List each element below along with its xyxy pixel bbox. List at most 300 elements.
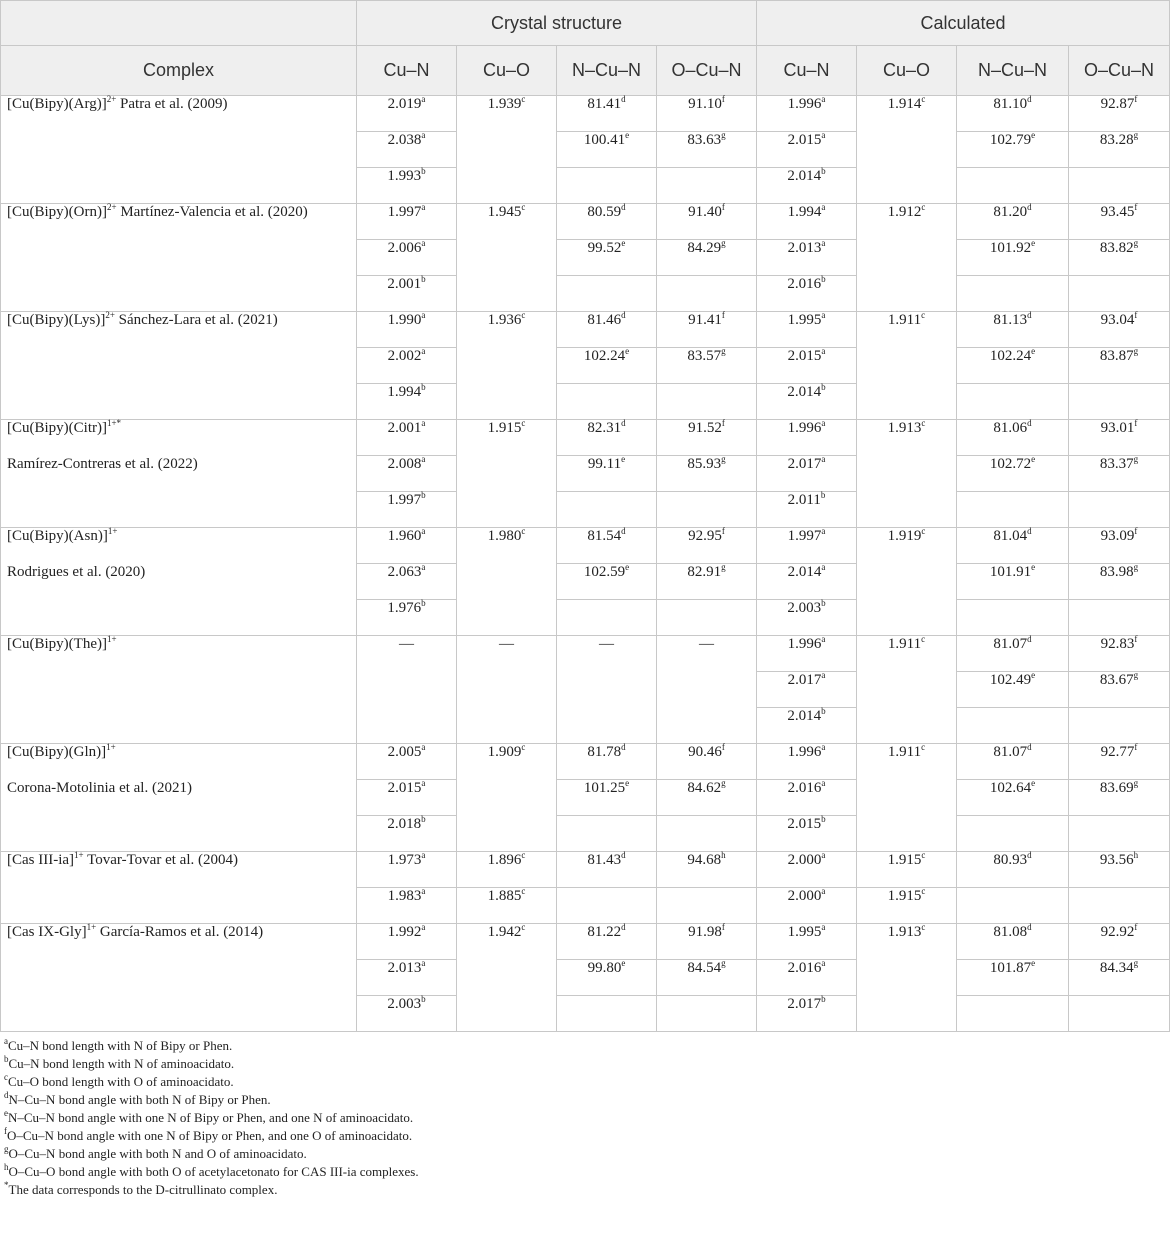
value-cell xyxy=(757,312,857,348)
cell-value: 81.06 xyxy=(993,420,1028,436)
value-cell xyxy=(1069,600,1170,636)
complex-name: [Cu(Bipy)(Arg)] xyxy=(7,96,107,112)
value-cell xyxy=(757,276,857,312)
footnote-mark: g xyxy=(721,778,726,788)
footnote-mark: c xyxy=(521,850,526,860)
cell-value: 1.912 xyxy=(887,204,922,220)
value-cell xyxy=(557,564,657,600)
footnote-mark: d xyxy=(621,742,626,752)
footnote-mark: b xyxy=(821,994,826,1004)
value-cell xyxy=(657,960,757,996)
footnote-mark: e xyxy=(1031,778,1036,788)
footnote-mark: e xyxy=(1031,670,1036,680)
cell-value: 2.014 xyxy=(787,384,822,400)
footnote-mark: f xyxy=(1134,742,1138,752)
value-cell xyxy=(857,888,957,924)
cell-value: 1.911 xyxy=(887,636,922,652)
cell-value: 1.992 xyxy=(387,924,422,940)
footnote-mark: c xyxy=(921,634,926,644)
footnote-mark: e xyxy=(625,778,630,788)
complex-cell xyxy=(1,924,357,1032)
value-cell xyxy=(757,132,857,168)
cell-value: 2.063 xyxy=(387,564,422,580)
value-cell xyxy=(757,348,857,384)
footnote-mark: f xyxy=(1134,418,1138,428)
cell-value: 90.46 xyxy=(688,744,722,760)
footnote-mark: b xyxy=(421,994,426,1004)
header-col-5: Cu–O xyxy=(857,46,957,96)
footnote-mark: f xyxy=(1134,310,1138,320)
header-col-7: O–Cu–N xyxy=(1069,46,1170,96)
value-cell xyxy=(1069,816,1170,852)
footnote-letter: * xyxy=(4,1180,9,1190)
cell-value: 99.52 xyxy=(587,240,622,256)
footnote-mark: e xyxy=(1031,346,1036,356)
value-cell xyxy=(557,456,657,492)
footnote-mark: c xyxy=(921,418,926,428)
footnote-text: N–Cu–N bond angle with one N of Bipy or Phen, and one N of aminoacidato. xyxy=(8,1110,414,1125)
value-cell xyxy=(857,420,957,528)
value-cell xyxy=(657,456,757,492)
footnote-mark: a xyxy=(821,742,826,752)
table-row xyxy=(1,852,1170,888)
value-cell xyxy=(357,132,457,168)
cell-value: 101.87 xyxy=(989,960,1032,976)
value-cell xyxy=(957,924,1069,960)
footnote-mark: g xyxy=(1133,778,1139,788)
charge-superscript: 2+ xyxy=(106,202,117,212)
cell-value: 101.25 xyxy=(583,780,626,796)
value-cell xyxy=(657,636,757,744)
value-cell xyxy=(757,564,857,600)
cell-value: 1.983 xyxy=(387,888,422,904)
cell-value: 1.996 xyxy=(787,420,822,436)
cell-value: 102.24 xyxy=(989,348,1032,364)
footnote-mark: h xyxy=(721,850,726,860)
value-cell xyxy=(1069,204,1170,240)
footnote-mark: c xyxy=(521,418,526,428)
cell-value: 84.34 xyxy=(1099,960,1134,976)
cell-value: 81.46 xyxy=(587,312,622,328)
footnote-mark: b xyxy=(821,598,826,608)
value-cell xyxy=(357,888,457,924)
cell-value: 83.67 xyxy=(1099,672,1134,688)
value-cell xyxy=(657,744,757,780)
cell-value: 83.87 xyxy=(1099,348,1134,364)
complex-label-line xyxy=(7,924,356,960)
footnote-mark: a xyxy=(421,310,426,320)
value-cell xyxy=(357,852,457,888)
footnote-mark: a xyxy=(821,202,826,212)
footnote-mark: a xyxy=(421,562,426,572)
cell-value: 1.913 xyxy=(887,420,922,436)
cell-value: — xyxy=(399,636,414,652)
footnote-mark: g xyxy=(721,562,726,572)
complex-name: [Cu(Bipy)(The)] xyxy=(7,636,107,652)
value-cell xyxy=(357,96,457,132)
value-cell xyxy=(557,96,657,132)
cell-value: 1.960 xyxy=(387,528,422,544)
cell-value: 1.911 xyxy=(887,312,922,328)
footnote-mark: d xyxy=(1027,418,1032,428)
header-col-0: Cu–N xyxy=(357,46,457,96)
value-cell xyxy=(757,744,857,780)
cell-value: 2.015 xyxy=(387,780,422,796)
complex-reference: García-Ramos et al. (2014) xyxy=(96,924,264,940)
value-cell xyxy=(1069,636,1170,672)
cell-value: 2.015 xyxy=(787,816,822,832)
cell-value: 2.002 xyxy=(387,348,422,364)
value-cell xyxy=(357,780,457,816)
cell-value: 2.000 xyxy=(787,852,822,868)
value-cell xyxy=(657,888,757,924)
value-cell xyxy=(557,240,657,276)
cell-value: 1.939 xyxy=(487,96,522,112)
footnote-mark: c xyxy=(921,310,926,320)
footnote-letter: g xyxy=(4,1144,9,1154)
cell-value: 2.008 xyxy=(387,456,422,472)
value-cell xyxy=(657,816,757,852)
cell-value: 2.017 xyxy=(787,456,822,472)
footnote-mark: a xyxy=(821,454,826,464)
cell-value: 1.913 xyxy=(887,924,922,940)
value-cell xyxy=(657,600,757,636)
cell-value: 1.990 xyxy=(387,312,422,328)
cell-value: 102.59 xyxy=(583,564,626,580)
cell-value: 83.82 xyxy=(1099,240,1134,256)
value-cell xyxy=(557,780,657,816)
cell-value: 1.997 xyxy=(387,204,422,220)
footnote-mark: c xyxy=(521,742,526,752)
footnote-line xyxy=(4,1127,1145,1145)
footnote-mark: a xyxy=(421,346,426,356)
cell-value: 2.038 xyxy=(387,132,422,148)
value-cell xyxy=(957,636,1069,672)
footnote-line xyxy=(4,1181,1145,1199)
complex-label-line xyxy=(7,564,356,600)
footnote-mark: g xyxy=(721,454,726,464)
value-cell xyxy=(357,528,457,564)
footnote-mark: d xyxy=(621,94,626,104)
footnote-mark: h xyxy=(1133,850,1139,860)
complex-name: [Cu(Bipy)(Orn)] xyxy=(7,204,107,220)
cell-value: 93.01 xyxy=(1100,420,1135,436)
complex-name: [Cu(Bipy)(Asn)] xyxy=(7,528,108,544)
header-empty xyxy=(1,1,357,46)
complex-label-line xyxy=(7,96,356,132)
cell-value: 92.77 xyxy=(1100,744,1135,760)
footnote-mark: e xyxy=(1031,562,1036,572)
cell-value: 91.98 xyxy=(688,924,722,940)
footnote-mark: e xyxy=(621,238,626,248)
cell-value: 2.017 xyxy=(787,996,822,1012)
charge-superscript: 2+ xyxy=(106,94,117,104)
complex-cell xyxy=(1,636,357,744)
cell-value: 81.20 xyxy=(993,204,1028,220)
footnote-mark: a xyxy=(821,922,826,932)
footnote-line xyxy=(4,1073,1145,1091)
footnote-mark: e xyxy=(625,130,630,140)
value-cell xyxy=(757,456,857,492)
cell-value: 83.69 xyxy=(1099,780,1134,796)
footnote-mark: c xyxy=(921,742,926,752)
footnote-mark: g xyxy=(1133,238,1139,248)
cell-value: 1.915 xyxy=(887,852,922,868)
value-cell xyxy=(957,132,1069,168)
footnote-mark: a xyxy=(821,238,826,248)
value-cell xyxy=(557,924,657,960)
table-row xyxy=(1,528,1170,564)
value-cell xyxy=(657,492,757,528)
value-cell xyxy=(757,996,857,1032)
cell-value: 2.015 xyxy=(787,348,822,364)
cell-value: 2.014 xyxy=(787,564,822,580)
footnote-line xyxy=(4,1163,1145,1181)
value-cell xyxy=(557,384,657,420)
cell-value: 2.017 xyxy=(787,672,822,688)
value-cell xyxy=(1069,852,1170,888)
value-cell xyxy=(757,924,857,960)
value-cell xyxy=(957,312,1069,348)
cell-value: 2.014 xyxy=(787,708,822,724)
value-cell xyxy=(1069,312,1170,348)
value-cell xyxy=(1069,672,1170,708)
cell-value: 83.28 xyxy=(1099,132,1134,148)
cell-value: 93.56 xyxy=(1099,852,1134,868)
cell-value: 1.997 xyxy=(787,528,822,544)
complex-reference: Martínez-Valencia et al. (2020) xyxy=(116,204,308,220)
footnote-mark: d xyxy=(1027,526,1032,536)
value-cell xyxy=(557,744,657,780)
footnote-mark: a xyxy=(821,526,826,536)
cell-value: 1.980 xyxy=(487,528,522,544)
value-cell xyxy=(757,672,857,708)
cell-value: 81.22 xyxy=(587,924,622,940)
cell-value: 81.04 xyxy=(993,528,1028,544)
value-cell xyxy=(357,492,457,528)
footnote-mark: a xyxy=(821,562,826,572)
value-cell xyxy=(357,456,457,492)
value-cell xyxy=(757,780,857,816)
value-cell xyxy=(557,888,657,924)
value-cell xyxy=(1069,132,1170,168)
footnote-mark: f xyxy=(1134,526,1138,536)
footnote-mark: c xyxy=(921,526,926,536)
footnote-mark: b xyxy=(821,382,826,392)
value-cell xyxy=(957,672,1069,708)
value-cell xyxy=(557,420,657,456)
value-cell xyxy=(657,528,757,564)
value-cell xyxy=(457,924,557,1032)
cell-value: 2.013 xyxy=(387,960,422,976)
footnote-text: N–Cu–N bond angle with both N of Bipy or Phen. xyxy=(8,1092,271,1107)
footnote-mark: a xyxy=(821,958,826,968)
value-cell xyxy=(857,204,957,312)
value-cell xyxy=(657,204,757,240)
cell-value: 2.005 xyxy=(387,744,422,760)
value-cell xyxy=(957,204,1069,240)
footnote-mark: e xyxy=(1031,454,1036,464)
cell-value: 1.996 xyxy=(787,96,822,112)
footnote-letter: d xyxy=(4,1090,9,1100)
value-cell xyxy=(357,348,457,384)
cell-value: 92.83 xyxy=(1100,636,1135,652)
footnote-text: Cu–N bond length with N of aminoacidato. xyxy=(8,1056,235,1071)
value-cell xyxy=(757,420,857,456)
cell-value: — xyxy=(599,636,614,652)
footnote-mark: a xyxy=(421,886,426,896)
footnote-mark: f xyxy=(721,922,725,932)
value-cell xyxy=(657,96,757,132)
value-cell xyxy=(357,744,457,780)
value-cell xyxy=(957,384,1069,420)
charge-superscript: 1+ xyxy=(107,526,118,536)
value-cell xyxy=(457,744,557,852)
cell-value: 2.016 xyxy=(787,780,822,796)
cell-value: 91.52 xyxy=(688,420,722,436)
footnote-mark: g xyxy=(1133,562,1139,572)
footnote-mark: d xyxy=(1027,94,1032,104)
value-cell xyxy=(757,888,857,924)
table-row xyxy=(1,312,1170,348)
footnote-mark: f xyxy=(721,94,725,104)
footnote-text: Cu–O bond length with O of aminoacidato. xyxy=(8,1074,234,1089)
footnote-mark: f xyxy=(1134,634,1138,644)
complex-cell xyxy=(1,420,357,528)
cell-value: 102.72 xyxy=(989,456,1032,472)
cell-value: 80.93 xyxy=(993,852,1028,868)
value-cell xyxy=(757,960,857,996)
cell-value: 83.37 xyxy=(1099,456,1134,472)
value-cell xyxy=(557,168,657,204)
table-row xyxy=(1,204,1170,240)
footnote-mark: a xyxy=(421,418,426,428)
footnote-letter: a xyxy=(4,1036,8,1046)
cell-value: 83.57 xyxy=(687,348,722,364)
footnote-mark: a xyxy=(821,634,826,644)
cell-value: 84.54 xyxy=(687,960,722,976)
cell-value: 91.10 xyxy=(688,96,722,112)
footnote-mark: a xyxy=(421,238,426,248)
value-cell xyxy=(357,564,457,600)
value-cell xyxy=(757,492,857,528)
value-cell xyxy=(957,492,1069,528)
cell-value: 2.013 xyxy=(787,240,822,256)
footnote-mark: g xyxy=(721,238,726,248)
footnote-text: Cu–N bond length with N of Bipy or Phen. xyxy=(8,1038,233,1053)
complex-name: [Cu(Bipy)(Citr)] xyxy=(7,420,107,436)
footnote-mark: d xyxy=(621,850,626,860)
value-cell xyxy=(1069,708,1170,744)
value-cell xyxy=(957,780,1069,816)
value-cell xyxy=(857,96,957,204)
value-cell xyxy=(557,816,657,852)
complex-cell xyxy=(1,204,357,312)
value-cell xyxy=(857,636,957,744)
complex-name: Ramírez-Contreras et al. (2022) xyxy=(7,456,198,472)
charge-superscript: 1+ xyxy=(86,922,97,932)
footnote-mark: c xyxy=(921,850,926,860)
footnote-mark: g xyxy=(1133,454,1139,464)
cell-value: 2.001 xyxy=(387,420,422,436)
value-cell xyxy=(1069,888,1170,924)
footnote-mark: a xyxy=(821,94,826,104)
footnote-mark: f xyxy=(721,742,725,752)
cell-value: 82.91 xyxy=(687,564,722,580)
footnote-mark: b xyxy=(421,598,426,608)
header-crystal-structure: Crystal structure xyxy=(357,1,757,46)
value-cell xyxy=(457,528,557,636)
cell-value: 102.64 xyxy=(989,780,1032,796)
cell-value: 94.68 xyxy=(687,852,722,868)
footnote-mark: a xyxy=(421,742,426,752)
cell-value: 1.973 xyxy=(387,852,422,868)
cell-value: 2.011 xyxy=(787,492,821,508)
cell-value: 101.91 xyxy=(989,564,1032,580)
value-cell xyxy=(957,348,1069,384)
cell-value: 1.885 xyxy=(487,888,522,904)
value-cell xyxy=(957,888,1069,924)
cell-value: — xyxy=(499,636,514,652)
complex-cell xyxy=(1,852,357,924)
value-cell xyxy=(957,852,1069,888)
footnote-mark: b xyxy=(421,814,426,824)
footnote-mark: d xyxy=(621,526,626,536)
value-cell xyxy=(557,636,657,744)
cell-value: 1.994 xyxy=(787,204,822,220)
cell-value: 1.914 xyxy=(887,96,922,112)
footnote-mark: a xyxy=(421,922,426,932)
value-cell xyxy=(1069,924,1170,960)
cell-value: 2.015 xyxy=(787,132,822,148)
cell-value: 81.43 xyxy=(587,852,622,868)
footnote-text: O–Cu–N bond angle with both N and O of aminoacidato. xyxy=(8,1146,307,1161)
header-col-6: N–Cu–N xyxy=(957,46,1069,96)
header-col-3: O–Cu–N xyxy=(657,46,757,96)
cell-value: 101.92 xyxy=(989,240,1032,256)
cell-value: 102.24 xyxy=(583,348,626,364)
complex-label-line xyxy=(7,780,356,816)
charge-superscript: 1+* xyxy=(106,418,122,428)
value-cell xyxy=(557,600,657,636)
footnote-mark: f xyxy=(721,526,725,536)
charge-superscript: 2+ xyxy=(105,310,115,320)
value-cell xyxy=(657,312,757,348)
value-cell xyxy=(357,204,457,240)
value-cell xyxy=(557,132,657,168)
footnotes xyxy=(0,1032,1145,1199)
value-cell xyxy=(557,204,657,240)
footnote-mark: f xyxy=(1134,922,1138,932)
cell-value: 84.29 xyxy=(687,240,722,256)
value-cell xyxy=(957,816,1069,852)
cell-value: 1.915 xyxy=(487,420,522,436)
footnote-text: O–Cu–O bond angle with both O of acetylacetonato for CAS III-ia complexes. xyxy=(8,1164,419,1179)
cell-value: 1.915 xyxy=(887,888,922,904)
cell-value: 1.995 xyxy=(787,312,822,328)
footnote-line xyxy=(4,1055,1145,1073)
footnote-line xyxy=(4,1037,1145,1055)
value-cell xyxy=(657,924,757,960)
value-cell xyxy=(1069,528,1170,564)
value-cell xyxy=(957,420,1069,456)
footnote-letter: c xyxy=(4,1072,8,1082)
value-cell xyxy=(757,384,857,420)
value-cell xyxy=(1069,744,1170,780)
value-cell xyxy=(657,780,757,816)
cell-value: 81.13 xyxy=(993,312,1028,328)
header-calculated: Calculated xyxy=(757,1,1170,46)
